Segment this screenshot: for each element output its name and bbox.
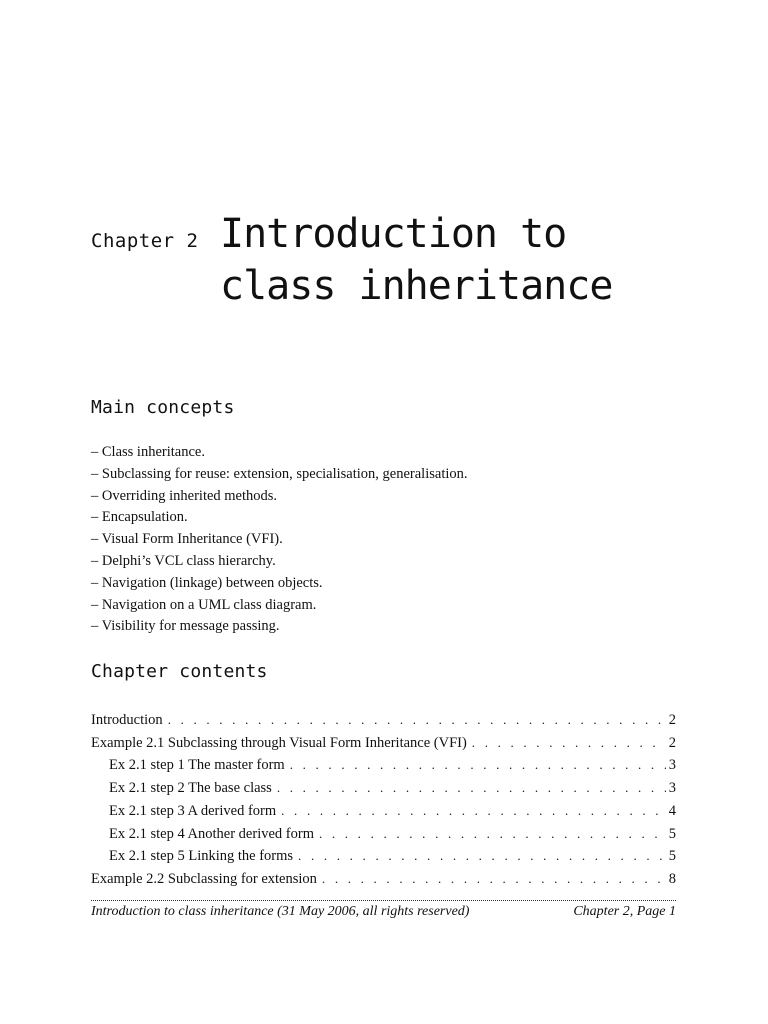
toc-entry-page: 3 <box>668 757 676 774</box>
chapter-label-word: Chapter <box>91 230 175 252</box>
toc-leader-dots <box>281 800 666 822</box>
toc-entry-page: 5 <box>668 825 676 842</box>
toc-leader-dots <box>290 754 666 776</box>
chapter-title <box>220 208 612 312</box>
toc-entry-title: Ex 2.1 step 1 The master form <box>109 757 285 774</box>
toc-entry[interactable] <box>91 732 676 755</box>
concept-item: – Navigation on a UML class diagram. <box>91 596 317 613</box>
toc-entry[interactable] <box>91 709 676 732</box>
toc-entry[interactable] <box>91 754 676 777</box>
table-of-contents <box>91 709 676 891</box>
toc-entry[interactable] <box>91 868 676 891</box>
footer-divider <box>91 900 676 901</box>
chapter-title-line-1: Introduction to <box>220 211 567 257</box>
concept-item: – Encapsulation. <box>91 509 188 526</box>
toc-entry-title: Example 2.1 Subclassing through Visual Form Inheritance (VFI) <box>91 734 467 751</box>
toc-leader-dots <box>277 777 666 799</box>
chapter-contents-heading: Chapter contents <box>91 661 268 682</box>
toc-entry[interactable] <box>91 823 676 846</box>
toc-entry-title: Example 2.2 Subclassing for extension <box>91 870 317 887</box>
toc-entry-page: 8 <box>668 870 676 887</box>
toc-leader-dots <box>319 823 666 845</box>
footer-document-info: Introduction to class inheritance (31 May 2006, all rights reserved) <box>91 904 470 919</box>
toc-leader-dots <box>322 868 666 890</box>
concept-item: – Overriding inherited methods. <box>91 487 278 504</box>
toc-entry[interactable] <box>91 800 676 823</box>
toc-entry-title: Introduction <box>91 712 163 728</box>
toc-entry-page: 3 <box>668 780 676 797</box>
footer-page-number: Chapter 2, Page 1 <box>573 904 676 919</box>
chapter-label <box>91 230 198 252</box>
toc-leader-dots <box>472 732 666 754</box>
toc-entry-page: 5 <box>668 848 676 865</box>
toc-entry-page: 2 <box>668 712 676 728</box>
main-concepts-list <box>91 442 468 638</box>
toc-entry[interactable] <box>91 845 676 868</box>
toc-leader-dots <box>298 845 666 867</box>
concept-item: – Subclassing for reuse: extension, specialisation, generalisation. <box>91 465 468 482</box>
page-footer <box>91 902 676 922</box>
concept-item: – Class inheritance. <box>91 444 205 460</box>
main-concepts-heading: Main concepts <box>91 397 235 418</box>
chapter-title-line-2: class inheritance <box>220 263 613 309</box>
toc-entry-page: 4 <box>668 802 676 819</box>
toc-leader-dots <box>168 709 666 731</box>
toc-entry[interactable] <box>91 777 676 800</box>
concept-item: – Navigation (linkage) between objects. <box>91 574 323 591</box>
chapter-number: 2 <box>186 230 199 252</box>
concept-item: – Visual Form Inheritance (VFI). <box>91 531 283 548</box>
toc-entry-title: Ex 2.1 step 5 Linking the forms <box>109 848 294 865</box>
concept-item: – Delphi’s VCL class hierarchy. <box>91 552 276 569</box>
toc-entry-page: 2 <box>668 734 676 751</box>
toc-entry-title: Ex 2.1 step 4 Another derived form <box>109 825 314 842</box>
toc-entry-title: Ex 2.1 step 2 The base class <box>109 780 272 797</box>
toc-entry-title: Ex 2.1 step 3 A derived form <box>109 802 277 819</box>
concept-item: – Visibility for message passing. <box>91 618 280 635</box>
